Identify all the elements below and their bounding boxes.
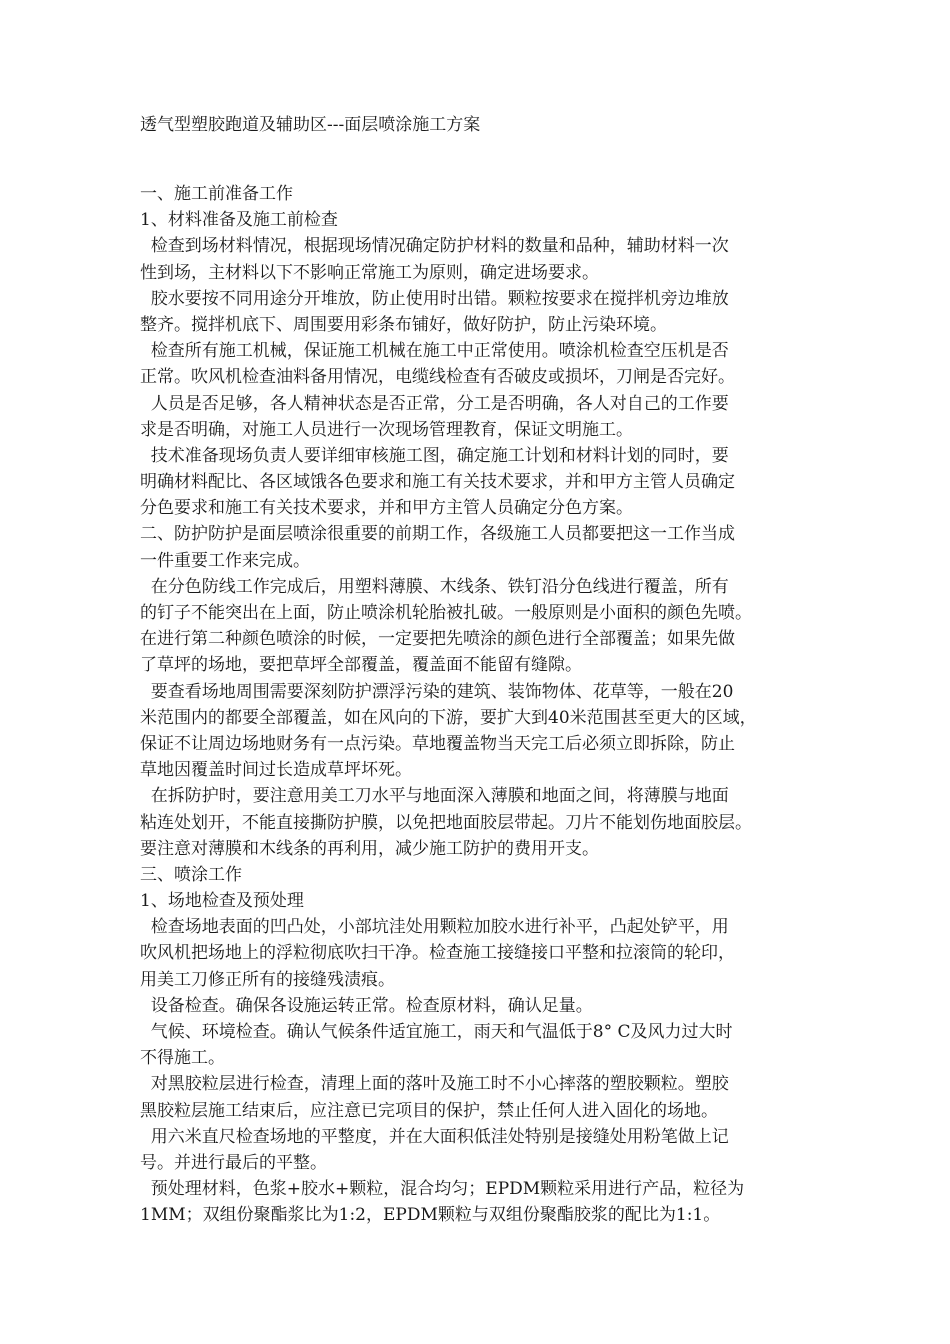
document-line: 1、材料准备及施工前检查 [140,210,338,231]
document-line: 性到场，主材料以下不影响正常施工为原则，确定进场要求。 [140,262,599,283]
document-line: 吹风机把场地上的浮粒彻底吹扫干净。检查施工接缝接口平整和拉滚筒的轮印， [140,943,735,964]
document-line: 了草坪的场地，要把草坪全部覆盖，覆盖面不能留有缝隙。 [140,655,582,676]
document-line: 正常。吹风机检查油料备用情况，电缆线检查有否破皮或损坏，刀闸是否完好。 [140,367,735,388]
document-line: 气候、环境检查。确认气候条件适宜施工，雨天和气温低于8° C及风力过大时 [140,1022,733,1042]
document-line: 整齐。搅拌机底下、周围要用彩条布铺好，做好防护，防止污染环境。 [140,314,667,335]
document-line: 人员是否足够，各人精神状态是否正常，分工是否明确，各人对自己的工作要 [140,393,729,414]
document-line: 二、防护防护是面层喷涂很重要的前期工作，各级施工人员都要把这一工作当成 [140,524,735,545]
document-line: 用美工刀修正所有的接缝残渍痕。 [140,969,395,990]
document-line: 分色要求和施工有关技术要求，并和甲方主管人员确定分色方案。 [140,498,633,519]
document-line: 要查看场地周围需要深刻防护漂浮污染的建筑、装饰物体、花草等，一般在20 [140,681,734,702]
document-line: 草地因覆盖时间过长造成草坪坏死。 [140,760,412,781]
document-title: 透气型塑胶跑道及辅助区---面层喷涂施工方案 [140,115,481,135]
document-body [140,181,757,1229]
document-line: 一、施工前准备工作 [140,184,293,204]
document-line: 米范围内的都要全部覆盖，如在风向的下游，要扩大到40米范围甚至更大的区域， [140,707,757,728]
document-line: 1MM；双组份聚酯浆比为1:2，EPDM颗粒与双组份聚酯胶浆的配比为1:1。 [140,1205,721,1226]
document-line: 一件重要工作来完成。 [140,550,310,571]
document-line: 胶水要按不同用途分开堆放，防止使用时出错。颗粒按要求在搅拌机旁边堆放 [140,288,729,309]
document-line: 1、场地检查及预处理 [140,891,304,912]
document-line: 明确材料配比、各区域饿各色要求和施工有关技术要求，并和甲方主管人员确定 [140,472,735,493]
document-line: 要注意对薄膜和木线条的再利用，减少施工防护的费用开支。 [140,838,599,859]
document-line: 黑胶粒层施工结束后，应注意已完项目的保护，禁止任何人进入固化的场地。 [140,1100,718,1121]
document-line: 在分色防线工作完成后，用塑料薄膜、木线条、铁钉沿分色线进行覆盖，所有 [140,576,729,597]
document-line: 预处理材料，色浆+胶水+颗粒，混合均匀；EPDM颗粒采用进行产品，粒径为 [140,1179,745,1200]
document-line: 的钉子不能突出在上面，防止喷涂机轮胎被扎破。一般原则是小面积的颜色先喷。 [140,603,752,623]
document-line: 号。并进行最后的平整。 [140,1152,327,1173]
document-line: 在进行第二种颜色喷涂的时候，一定要把先喷涂的颜色进行全部覆盖；如果先做 [140,629,735,650]
document-line: 技术准备现场负责人要详细审核施工图，确定施工计划和材料计划的同时，要 [140,445,729,466]
document-line: 三、喷涂工作 [140,864,242,885]
document-line: 检查场地表面的凹凸处，小部坑洼处用颗粒加胶水进行补平，凸起处铲平，用 [140,917,729,938]
document-line: 设备检查。确保各设施运转正常。检查原材料，确认足量。 [140,995,593,1016]
document-line: 粘连处划开，不能直接撕防护膜，以免把地面胶层带起。刀片不能划伤地面胶层。 [140,812,752,833]
document-line: 对黑胶粒层进行检查，清理上面的落叶及施工时不小心摔落的塑胶颗粒。塑胶 [140,1074,729,1095]
document-line: 求是否明确，对施工人员进行一次现场管理教育，保证文明施工。 [140,419,633,440]
document-line: 不得施工。 [140,1048,225,1069]
document-line: 保证不让周边场地财务有一点污染。草地覆盖物当天完工后必须立即拆除，防止 [140,733,735,754]
document-line: 用六米直尺检查场地的平整度，并在大面积低洼处特别是接缝处用粉笔做上记 [140,1126,729,1147]
document-line: 检查所有施工机械，保证施工机械在施工中正常使用。喷涂机检查空压机是否 [140,341,729,362]
document-line: 在拆防护时，要注意用美工刀水平与地面深入薄膜和地面之间，将薄膜与地面 [140,786,729,807]
document-line: 检查到场材料情况，根据现场情况确定防护材料的数量和品种，辅助材料一次 [140,236,729,257]
